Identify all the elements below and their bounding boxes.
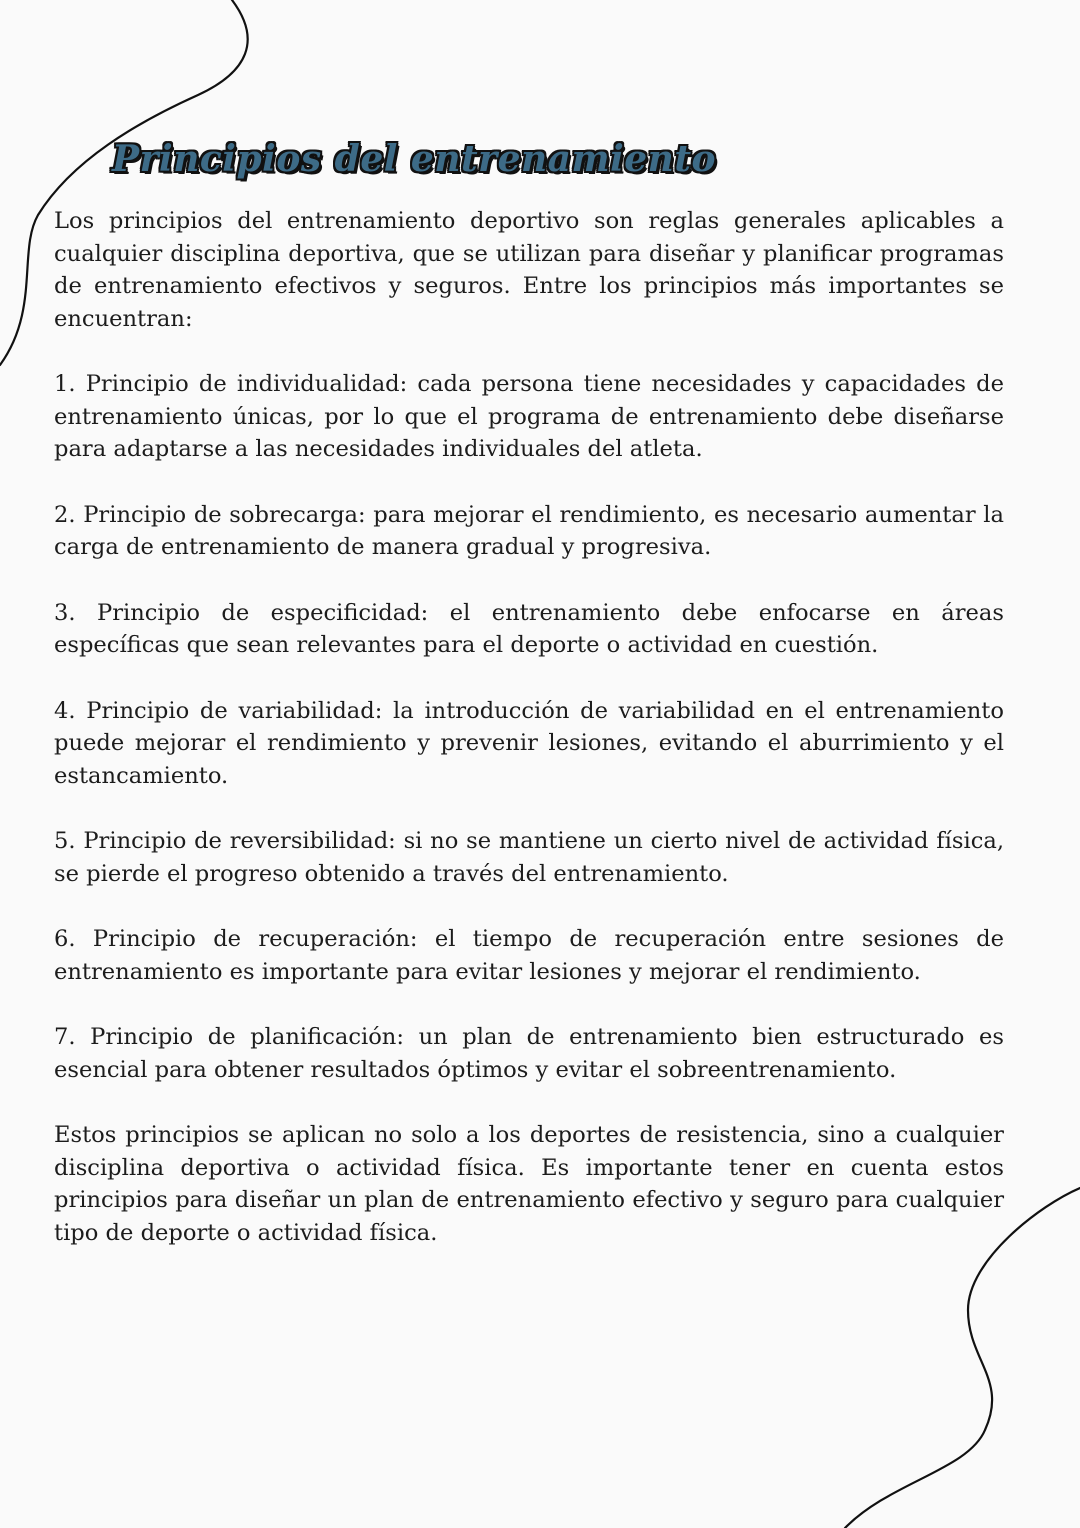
page-title: Principios del entrenamiento <box>112 138 716 180</box>
conclusion-paragraph: Estos principios se aplican no solo a los deportes de resistencia, sino a cualquier disciplina deportiva o actividad física. Es importante tener en cuenta estos principios para diseñar un plan de entrenamiento efectivo y seguro para cualquier tipo de deporte o actividad física. <box>54 1122 1004 1246</box>
principle-item-sobrecarga: 2. Principio de sobrecarga: para mejorar el rendimiento, es necesario aumentar la carga de entrenamiento de manera gradual y progresiva. <box>54 501 1004 560</box>
principle-item-reversibilidad: 5. Principio de reversibilidad: si no se mantiene un cierto nivel de actividad física, se pierde el progreso obtenido a través del entrenamiento. <box>54 828 1004 887</box>
principle-item-especificidad: 3. Principio de especificidad: el entrenamiento debe enfocarse en áreas específicas que sean relevantes para el deporte o actividad en cuestión. <box>54 599 1004 658</box>
intro-paragraph: Los principios del entrenamiento deportivo son reglas generales aplicables a cualquier disciplina deportiva, que se utilizan para diseñar y planificar programas de entrenamiento efectivos y seguros. Entre los principios más importantes se encuentran: <box>54 208 1004 332</box>
principle-item-planificacion: 7. Principio de planificación: un plan de entrenamiento bien estructurado es esencial para obtener resultados óptimos y evitar el sobreentrenamiento. <box>54 1024 1004 1083</box>
principle-item-recuperacion: 6. Principio de recuperación: el tiempo de recuperación entre sesiones de entrenamiento es importante para evitar lesiones y mejorar el rendimiento. <box>54 926 1004 985</box>
document-body <box>54 205 1004 1282</box>
principle-item-individualidad: 1. Principio de individualidad: cada persona tiene necesidades y capacidades de entrenamiento únicas, por lo que el programa de entrenamiento debe diseñarse para adaptarse a las necesidades individuales del atleta. <box>54 371 1004 462</box>
principle-item-variabilidad: 4. Principio de variabilidad: la introducción de variabilidad en el entrenamiento puede mejorar el rendimiento y prevenir lesiones, evitando el aburrimiento y el estancamiento. <box>54 697 1004 789</box>
